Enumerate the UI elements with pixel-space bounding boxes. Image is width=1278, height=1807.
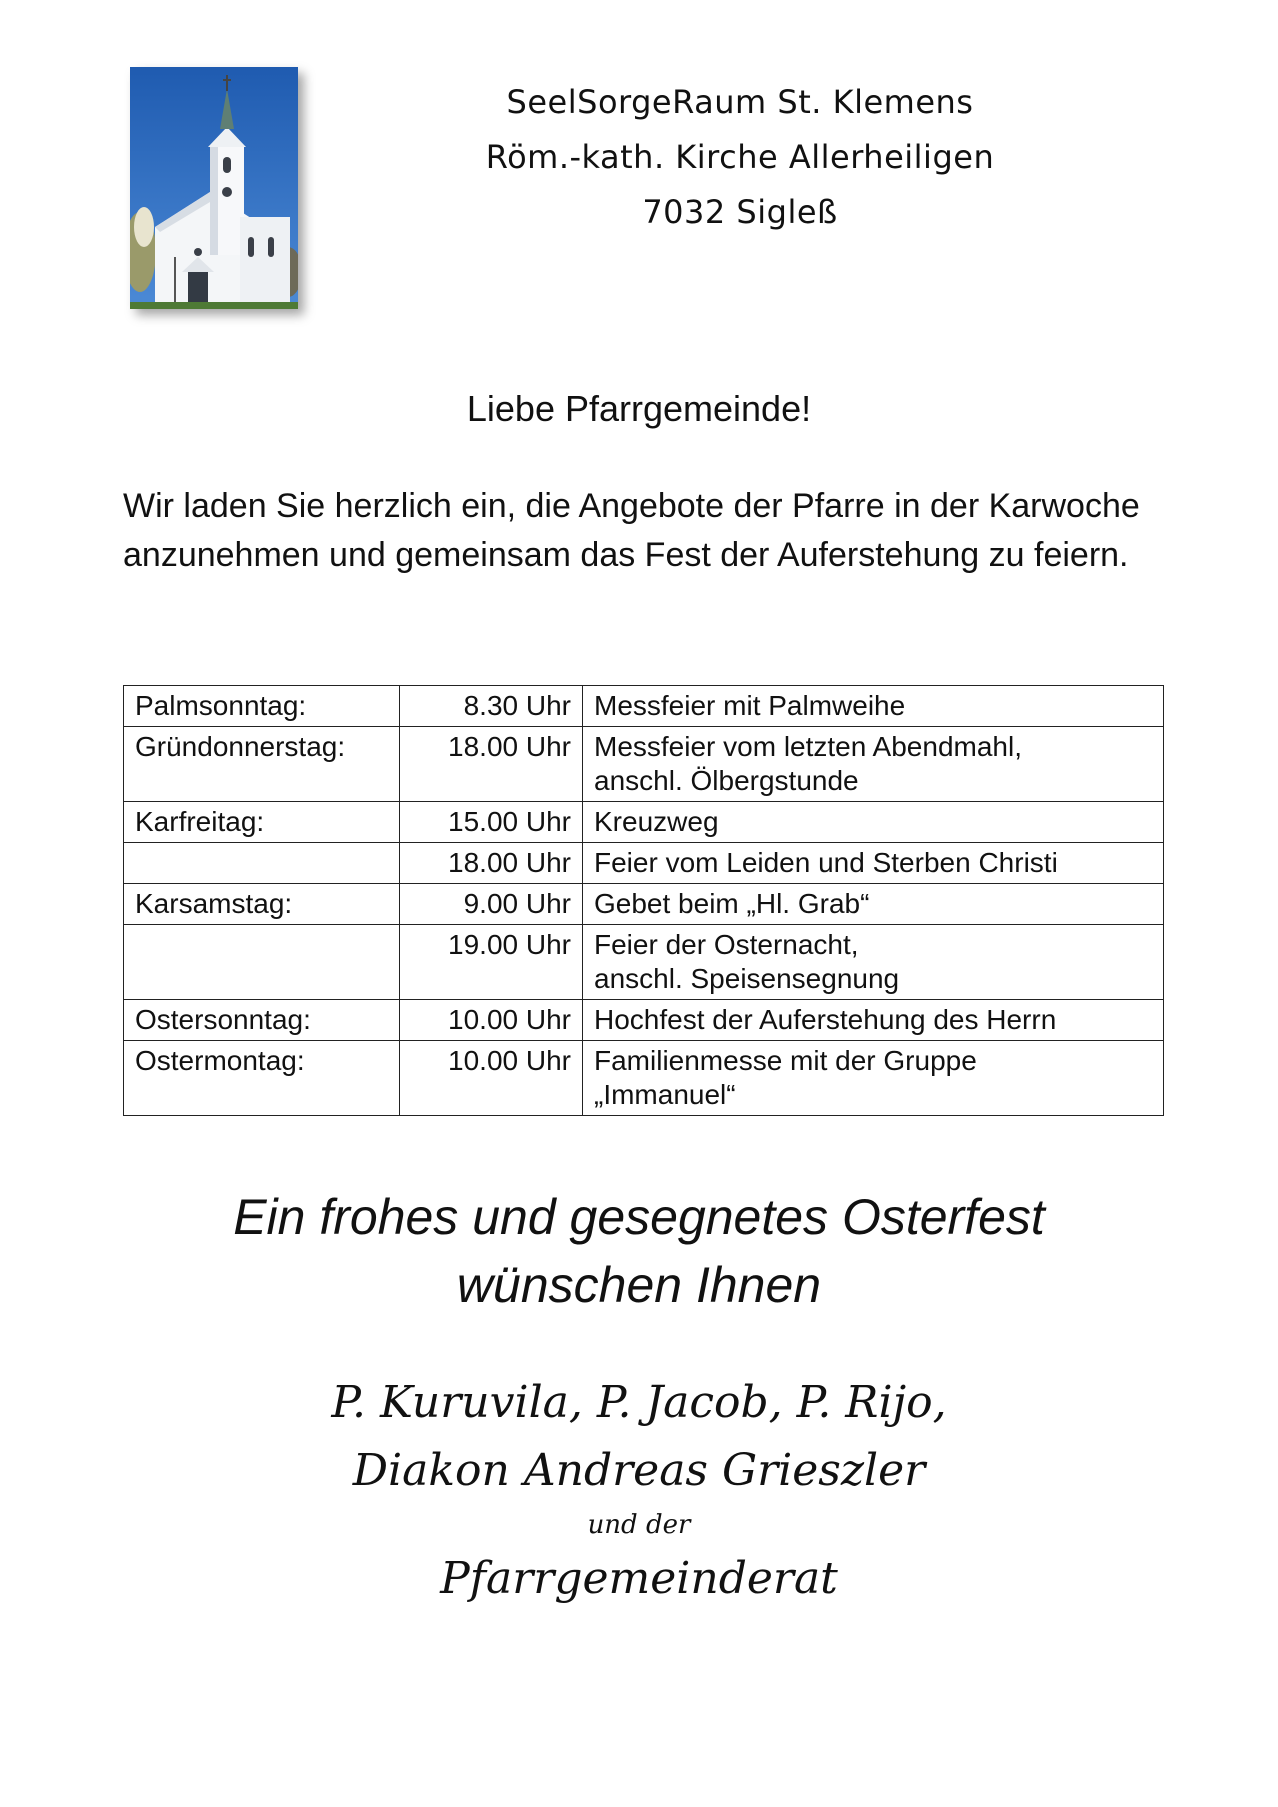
description-cell	[583, 686, 1164, 727]
signature-connector: und der	[587, 1510, 691, 1540]
time-cell: 8.30 Uhr	[400, 686, 583, 727]
description-cell	[583, 1041, 1164, 1116]
description-cell	[583, 843, 1164, 884]
time-cell: 15.00 Uhr	[400, 802, 583, 843]
time-cell: 18.00 Uhr	[400, 843, 583, 884]
parish-header	[400, 75, 1080, 240]
day-cell	[124, 925, 400, 1000]
time-cell: 19.00 Uhr	[400, 925, 583, 1000]
table-row	[124, 802, 1164, 843]
day-cell: Ostersonntag:	[124, 1000, 400, 1041]
description-line: Feier vom Leiden und Sterben Christi	[594, 847, 1058, 878]
signature-priests: P. Kuruvila, P. Jacob, P. Rijo,	[331, 1377, 947, 1428]
time-cell: 10.00 Uhr	[400, 1000, 583, 1041]
table-row	[124, 884, 1164, 925]
day-cell: Palmsonntag:	[124, 686, 400, 727]
wish-line-1: Ein frohes und gesegnetes Osterfest	[233, 1189, 1045, 1245]
time-cell: 9.00 Uhr	[400, 884, 583, 925]
church-photo	[130, 67, 298, 309]
header-line-2: Röm.-kath. Kirche Allerheiligen	[485, 138, 995, 176]
table-row	[124, 686, 1164, 727]
description-line: Messfeier vom letzten Abendmahl,	[594, 731, 1022, 762]
description-cell	[583, 884, 1164, 925]
day-cell	[124, 843, 400, 884]
intro-paragraph: Wir laden Sie herzlich ein, die Angebote der Pfarre in der Karwoche anzunehmen und gemeinsam das Fest der Auferstehung zu feiern.	[123, 487, 1140, 574]
description-line: Messfeier mit Palmweihe	[594, 690, 906, 721]
description-cell	[583, 727, 1164, 802]
table-row	[124, 1041, 1164, 1116]
description-line: Familienmesse mit der Gruppe	[594, 1045, 977, 1076]
table-row	[124, 727, 1164, 802]
table-row	[124, 925, 1164, 1000]
day-cell: Karfreitag:	[124, 802, 400, 843]
description-cell	[583, 1000, 1164, 1041]
signature-council: Pfarrgemeinderat	[440, 1553, 838, 1604]
description-cell	[583, 925, 1164, 1000]
description-line: anschl. Speisensegnung	[594, 963, 900, 994]
header-line-3: 7032 Sigleß	[642, 193, 838, 231]
signature-deacon: Diakon Andreas Grieszler	[352, 1445, 926, 1496]
time-cell: 10.00 Uhr	[400, 1041, 583, 1116]
description-line: anschl. Ölbergstunde	[594, 765, 859, 796]
day-cell: Karsamstag:	[124, 884, 400, 925]
greeting: Liebe Pfarrgemeinde!	[466, 388, 812, 429]
description-line: Hochfest der Auferstehung des Herrn	[594, 1004, 1057, 1035]
description-line: „Immanuel“	[594, 1079, 736, 1110]
description-cell	[583, 802, 1164, 843]
description-line: Gebet beim „Hl. Grab“	[594, 888, 870, 919]
header-line-1: SeelSorgeRaum St. Klemens	[506, 83, 974, 121]
holy-week-schedule	[123, 685, 1164, 1116]
table-row	[124, 1000, 1164, 1041]
time-cell: 18.00 Uhr	[400, 727, 583, 802]
table-row	[124, 843, 1164, 884]
wish-line-2: wünschen Ihnen	[456, 1257, 822, 1313]
easter-wish	[0, 1183, 1278, 1319]
day-cell: Ostermontag:	[124, 1041, 400, 1116]
day-cell: Gründonnerstag:	[124, 727, 400, 802]
description-line: Kreuzweg	[594, 806, 719, 837]
description-line: Feier der Osternacht,	[594, 929, 859, 960]
